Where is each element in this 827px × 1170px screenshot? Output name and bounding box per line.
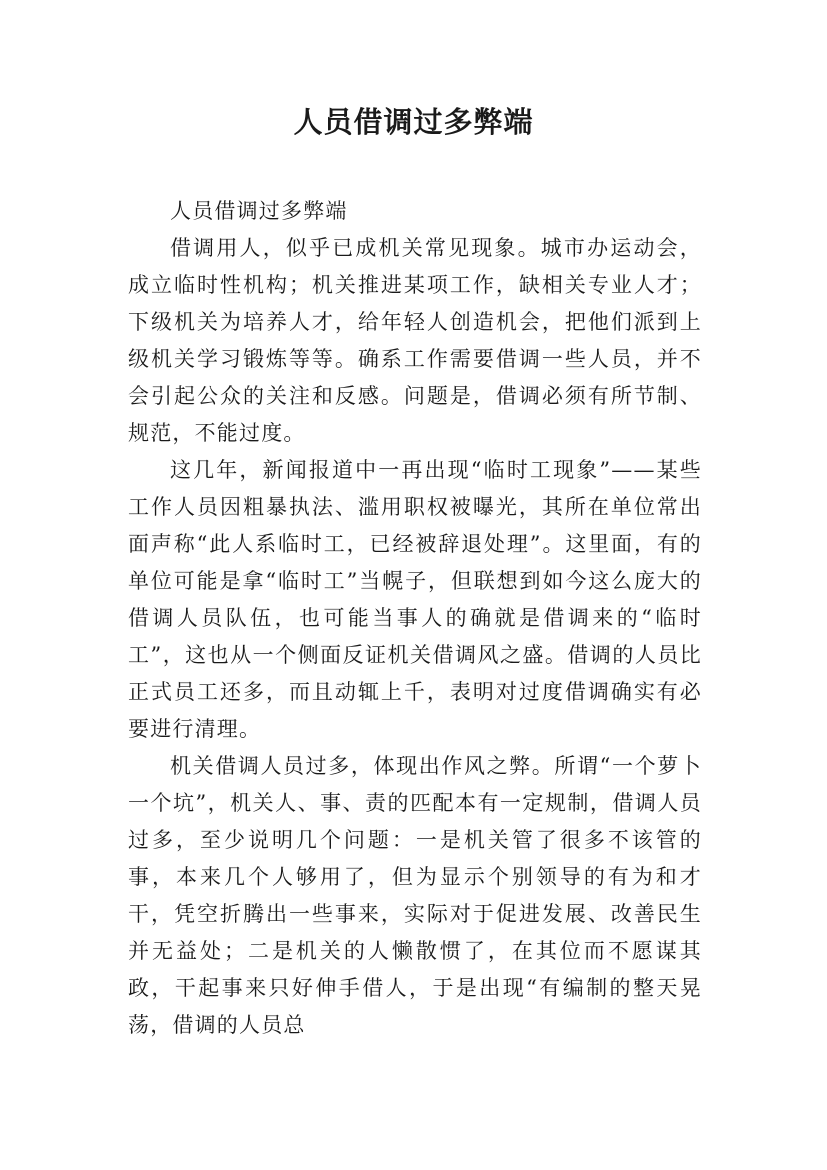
body-paragraph: 借调用人，似乎已成机关常见现象。城市办运动会，成立临时性机构；机关推进某项工作，缺相关专业人才；下级机关为培养人才，给年轻人创造机会，把他们派到上级机关学习锻炼等等。确系工作需要借调一些人员，并不会引起公众的关注和反感。问题是，借调必须有所节制、规范，不能过度。 <box>128 236 702 445</box>
body-paragraph: 人员借调过多弊端 <box>170 199 348 223</box>
document-title: 人员借调过多弊端 <box>293 105 534 139</box>
body-paragraph: 这几年，新闻报道中一再出现“临时工现象”——某些工作人员因粗暴执法、滥用职权被曝光，其所在单位常出面声称“此人系临时工，已经被辞退处理”。这里面，有的单位可能是拿“临时工”当幌子，但联想到如今这么庞大的借调人员队伍，也可能当事人的确就是借调来的“临时工”，这也从一个侧面反证机关借调风之盛。借调的人员比正式员工还多，而且动辄上千，表明对过度借调确实有必要进行清理。 <box>128 458 702 741</box>
body-paragraph: 机关借调人员过多，体现出作风之弊。所谓“一个萝卜一个坑”，机关人、事、责的匹配本有一定规制，借调人员过多，至少说明几个问题：一是机关管了很多不该管的事，本来几个人够用了，但为显示个别领导的有为和才干，凭空折腾出一些事来，实际对于促进发展、改善民生并无益处；二是机关的人懒散惯了，在其位而不愿谋其政，干起事来只好伸手借人，于是出现“有编制的整天晃荡，借调的人员总 <box>128 754 702 1037</box>
document-body <box>128 193 702 1044</box>
